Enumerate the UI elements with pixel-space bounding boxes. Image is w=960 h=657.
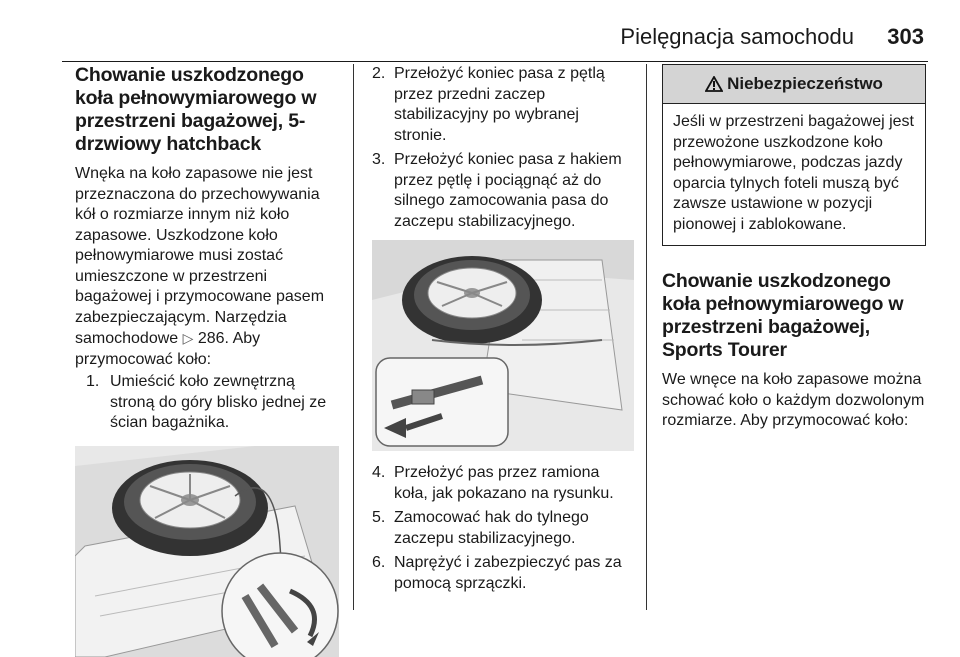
step-item: [86, 372, 340, 434]
step-number: 5.: [372, 509, 386, 526]
header-rule: [62, 61, 928, 62]
step-number: 4.: [372, 464, 386, 481]
warning-header: [663, 65, 925, 104]
page-number: 303: [887, 24, 924, 49]
sports-tourer-paragraph: We wnęce na koło zapasowe można schować koło o każdym dozwolonym rozmiarze. Aby przymocować koło:: [662, 371, 925, 429]
column-right: [662, 64, 926, 432]
section-heading-hatchback: Chowanie uszkodzonego koła pełnowymiarowego w przestrzeni bagażowej, 5-drzwiowy hatchback: [75, 64, 317, 155]
intro-paragraph: [75, 164, 340, 370]
step-item: [372, 150, 634, 232]
step-number: 3.: [372, 151, 386, 168]
column-divider: [646, 64, 647, 610]
column-middle: [372, 64, 634, 598]
step-text: Zamocować hak do tylnego zaczepu stabilizacyjnego.: [394, 509, 589, 547]
step-item: [372, 463, 634, 504]
warning-box: [662, 64, 926, 246]
column-divider: [353, 64, 354, 610]
step-text: Umieścić koło zewnętrzną stroną do góry blisko jednej ze ścian bagażnika.: [110, 373, 327, 431]
section-title: Pielęgnacja samochodu: [620, 24, 854, 49]
steps-list-top: [372, 64, 634, 232]
step-item: [372, 64, 634, 146]
warning-title: Niebezpieczeństwo: [727, 74, 883, 93]
intro-ref-text: 286. Aby przymocować koło:: [75, 330, 261, 368]
wheel-in-trunk-illustration: [75, 446, 339, 657]
step-text: Przełożyć koniec pasa z hakiem przez pętlę i pociągnąć aż do silnego zamocowania pasa do zaczepu stabilizacyjnego.: [394, 151, 622, 230]
steps-list: [75, 372, 340, 434]
illustration-hatchback-wheel: [75, 446, 339, 657]
step-number: 6.: [372, 554, 386, 571]
arrow-reference-icon: ▷: [182, 330, 194, 346]
illustration-strap-hook: [372, 240, 634, 451]
steps-list-bottom: [372, 463, 634, 594]
step-item: [372, 508, 634, 549]
warning-triangle-icon: [705, 76, 723, 92]
step-item: [372, 553, 634, 594]
intro-text: Wnęka na koło zapasowe nie jest przeznaczona do przechowywania kół o rozmiarze innym niż koło zapasowe. Uszkodzone koło pełnowymiarowe musi zostać umieszczone w przestrzeni bagażowej i przymocowane pasem zabezpieczającym. Narzędzia samochodowe: [75, 165, 325, 347]
wheel-strap-illustration: [372, 240, 634, 451]
step-text: Naprężyć i zabezpieczyć pas za pomocą sprzączki.: [394, 554, 622, 592]
page-header: [0, 20, 960, 54]
section-heading-sports-tourer: Chowanie uszkodzonego koła pełnowymiarowego w przestrzeni bagażowej, Sports Tourer: [662, 270, 904, 361]
step-text: Przełożyć koniec pasa z pętlą przez przedni zaczep stabilizacyjny po wybranej stronie.: [394, 65, 605, 144]
step-text: Przełożyć pas przez ramiona koła, jak pokazano na rysunku.: [394, 464, 614, 502]
step-number: 2.: [372, 65, 386, 82]
warning-text: Jeśli w przestrzeni bagażowej jest przewożone uszkodzone koło pełnowymiarowe, podczas jazdy oparcia tylnych foteli muszą być zawsze ustawione w pozycji pionowej i zablokowane.: [673, 113, 914, 233]
step-number: 1.: [86, 373, 100, 390]
column-left: [75, 64, 340, 657]
